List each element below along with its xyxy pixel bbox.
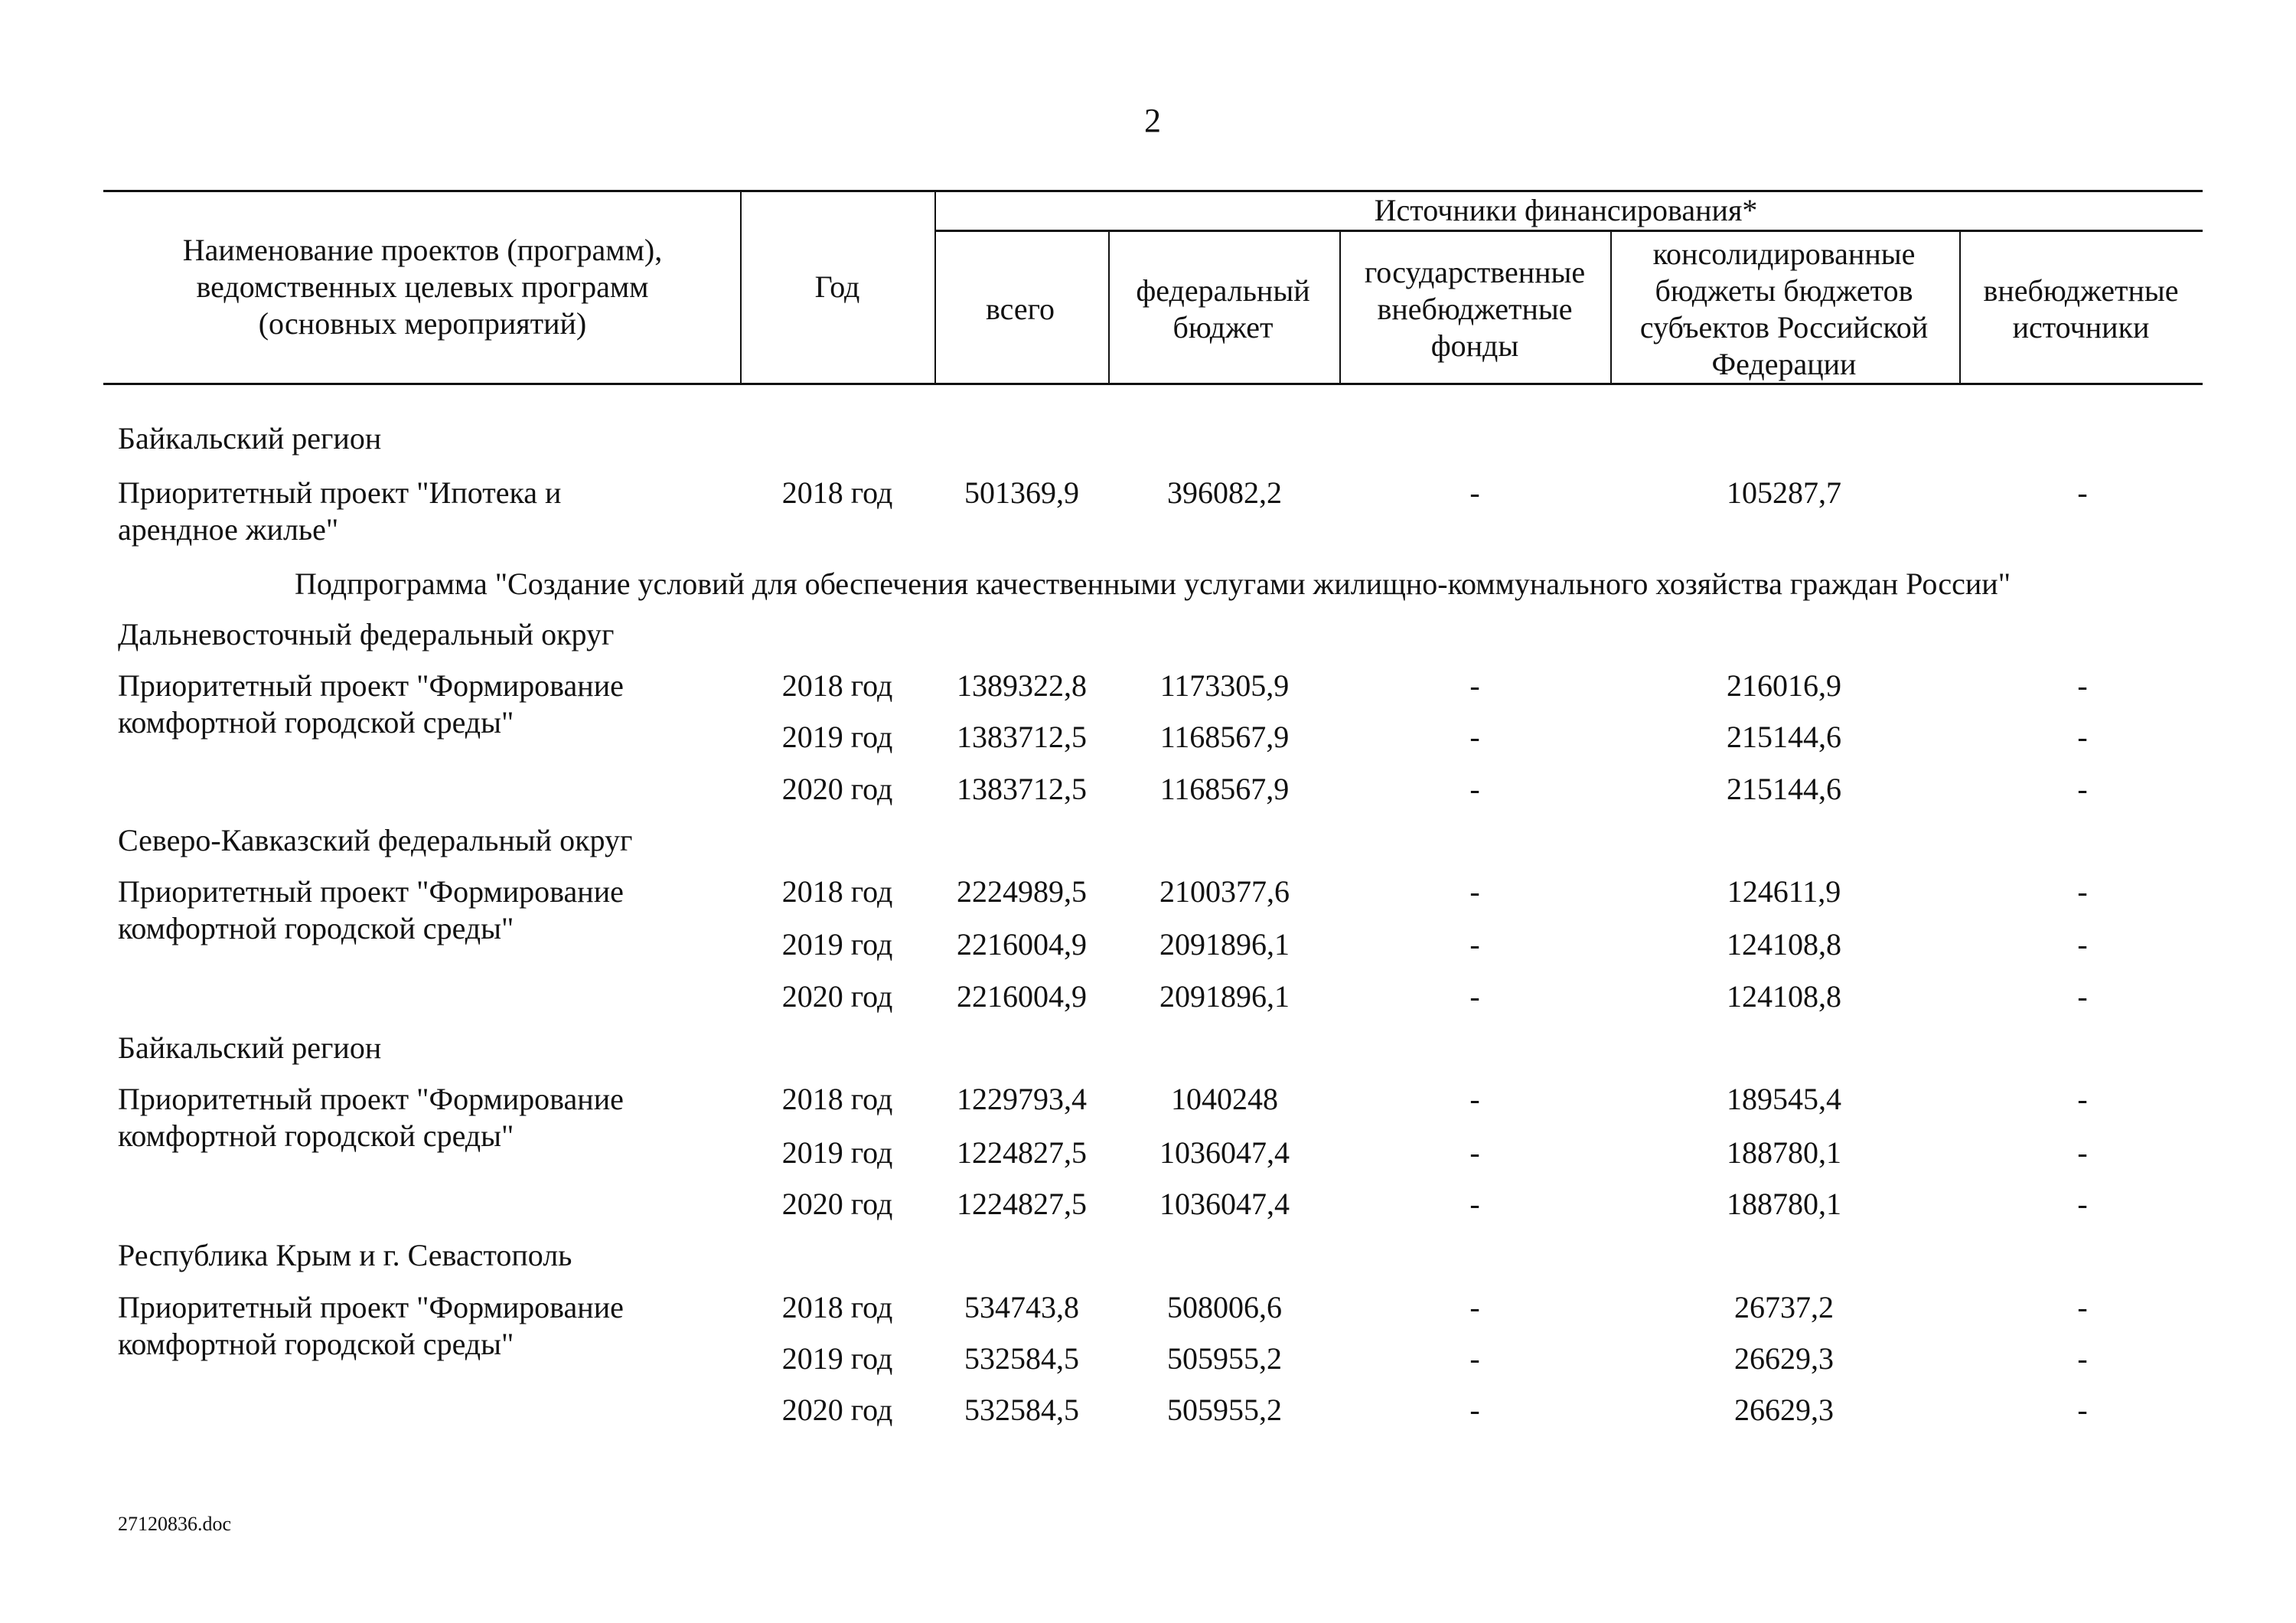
header-extrabudget-column (1984, 273, 2179, 346)
extrabudget-cell: - (2077, 772, 2088, 806)
state-funds-cell: - (1469, 668, 1480, 703)
file-name: 27120836.doc (118, 1513, 232, 1535)
state-funds-cell: - (1469, 475, 1480, 510)
year-cell: 2019 год (781, 1135, 893, 1170)
extrabudget-cell: - (2077, 668, 2088, 703)
column-divider (740, 191, 742, 384)
header-name-column (183, 232, 662, 342)
year-cell: 2018 год (781, 1082, 893, 1116)
header-line: внебюджетные (1377, 292, 1573, 326)
table-row (0, 1336, 2296, 1382)
region-name: Республика Крым и г. Севастополь (118, 1238, 572, 1272)
header-year-column: Год (814, 269, 860, 304)
consolidated-cell: 188780,1 (1727, 1187, 1841, 1221)
federal-cell: 1168567,9 (1159, 720, 1290, 754)
consolidated-cell: 124108,8 (1727, 927, 1841, 962)
federal-cell: 1040248 (1171, 1082, 1278, 1116)
consolidated-cell: 215144,6 (1727, 772, 1841, 806)
table-row (0, 470, 2296, 547)
federal-cell: 2091896,1 (1159, 979, 1290, 1014)
total-cell: 501369,9 (964, 475, 1079, 510)
state-funds-cell: - (1469, 1187, 1480, 1221)
project-name-line: Приоритетный проект "Ипотека и (118, 475, 562, 510)
year-cell: 2020 год (781, 772, 893, 806)
project-name-line: Приоритетный проект "Формирование (118, 668, 624, 703)
total-cell: 2216004,9 (957, 927, 1087, 962)
header-line: фонды (1430, 328, 1519, 363)
consolidated-cell: 124611,9 (1727, 874, 1841, 909)
subprogram-heading (0, 561, 2296, 607)
consolidated-cell: 124108,8 (1727, 979, 1841, 1014)
federal-cell: 508006,6 (1167, 1290, 1282, 1324)
extrabudget-cell: - (2077, 475, 2088, 510)
extrabudget-cell: - (2077, 874, 2088, 909)
region-heading (0, 416, 2296, 462)
state-funds-cell: - (1469, 1393, 1480, 1427)
total-cell: 534743,8 (964, 1290, 1079, 1324)
extrabudget-cell: - (2077, 1341, 2088, 1376)
column-divider (1339, 231, 1341, 384)
header-line: государственные (1364, 255, 1586, 289)
header-line: консолидированные (1652, 237, 1916, 271)
federal-cell: 1168567,9 (1159, 772, 1290, 806)
sources-divider (934, 230, 2203, 232)
region-heading (0, 612, 2296, 658)
header-state-funds-column (1365, 254, 1585, 364)
consolidated-cell: 26629,3 (1734, 1341, 1834, 1376)
region-heading (0, 1233, 2296, 1278)
table-row (0, 974, 2296, 1020)
table-row (0, 1130, 2296, 1176)
federal-cell: 1036047,4 (1159, 1187, 1290, 1221)
extrabudget-cell: - (2077, 1082, 2088, 1116)
project-name-line: Приоритетный проект "Формирование (118, 874, 624, 909)
header-line: бюджет (1172, 310, 1274, 345)
year-cell: 2018 год (781, 1290, 893, 1324)
consolidated-cell: 216016,9 (1727, 668, 1841, 703)
federal-cell: 1036047,4 (1159, 1135, 1290, 1170)
year-cell: 2018 год (781, 668, 893, 703)
consolidated-cell: 189545,4 (1727, 1082, 1841, 1116)
year-cell: 2019 год (781, 720, 893, 754)
year-cell: 2019 год (781, 1341, 893, 1376)
region-name: Байкальский регион (118, 1030, 382, 1065)
state-funds-cell: - (1469, 979, 1480, 1014)
column-divider (1959, 231, 1961, 384)
region-heading (0, 818, 2296, 864)
total-cell: 1224827,5 (957, 1187, 1087, 1221)
extrabudget-cell: - (2077, 1187, 2088, 1221)
page-number: 2 (1144, 102, 1161, 139)
project-name-line: комфортной городской среды" (118, 705, 514, 740)
year-cell: 2018 год (781, 874, 893, 909)
year-cell: 2020 год (781, 1393, 893, 1427)
column-divider (1610, 231, 1612, 384)
project-name-line: комфортной городской среды" (118, 911, 514, 945)
region-name: Северо-Кавказский федеральный округ (118, 823, 633, 857)
total-cell: 532584,5 (964, 1393, 1079, 1427)
project-name-line: Приоритетный проект "Формирование (118, 1082, 624, 1116)
project-name-line: арендное жилье" (118, 512, 339, 547)
extrabudget-cell: - (2077, 979, 2088, 1014)
federal-cell: 2100377,6 (1159, 874, 1290, 909)
total-cell: 1229793,4 (957, 1082, 1087, 1116)
region-heading (0, 1025, 2296, 1071)
state-funds-cell: - (1469, 1341, 1480, 1376)
header-line: субъектов Российской (1639, 310, 1929, 345)
header-consolidated-column (1640, 236, 1928, 383)
extrabudget-cell: - (2077, 1135, 2088, 1170)
year-cell: 2019 год (781, 927, 893, 962)
total-cell: 1224827,5 (957, 1135, 1087, 1170)
federal-cell: 2091896,1 (1159, 927, 1290, 962)
subprogram-name: Подпрограмма "Создание условий для обеспечения качественными услугами жилищно-коммунального хозяйства граждан России" (294, 567, 2011, 601)
column-divider (1108, 231, 1110, 384)
total-cell: 532584,5 (964, 1341, 1079, 1376)
project-name-line: Приоритетный проект "Формирование (118, 1290, 624, 1324)
year-cell: 2020 год (781, 1187, 893, 1221)
header-line: (основных мероприятий) (258, 306, 587, 341)
region-name: Байкальский регион (118, 421, 382, 456)
table-row (0, 922, 2296, 968)
header-line: Наименование проектов (программ), (182, 233, 663, 267)
year-cell: 2020 год (781, 979, 893, 1014)
project-name (118, 475, 561, 548)
consolidated-cell: 26737,2 (1734, 1290, 1834, 1324)
consolidated-cell: 26629,3 (1734, 1393, 1834, 1427)
federal-cell: 505955,2 (1167, 1393, 1282, 1427)
header-line: Федерации (1711, 347, 1857, 381)
header-line: федеральный (1136, 273, 1310, 308)
header-bottom-rule (103, 383, 2203, 385)
state-funds-cell: - (1469, 927, 1480, 962)
region-name: Дальневосточный федеральный округ (118, 617, 615, 651)
federal-cell: 505955,2 (1167, 1341, 1282, 1376)
header-line: внебюджетные (1983, 273, 2179, 308)
state-funds-cell: - (1469, 874, 1480, 909)
consolidated-cell: 105287,7 (1727, 475, 1841, 510)
table-row (0, 714, 2296, 760)
total-cell: 2224989,5 (957, 874, 1087, 909)
column-divider (934, 191, 936, 384)
project-name-line: комфортной городской среды" (118, 1118, 514, 1153)
header-line: источники (2012, 310, 2150, 345)
consolidated-cell: 215144,6 (1727, 720, 1841, 754)
total-cell: 1389322,8 (957, 668, 1087, 703)
project-name-line: комфортной городской среды" (118, 1327, 514, 1361)
year-cell: 2018 год (781, 475, 893, 510)
state-funds-cell: - (1469, 772, 1480, 806)
table-row (0, 1387, 2296, 1433)
extrabudget-cell: - (2077, 720, 2088, 754)
extrabudget-cell: - (2077, 927, 2088, 962)
header-line: ведомственных целевых программ (196, 269, 649, 304)
federal-cell: 1173305,9 (1159, 668, 1290, 703)
header-total-column: всего (985, 292, 1055, 326)
header-sources-title: Источники финансирования* (1374, 193, 1758, 227)
table-row (0, 766, 2296, 812)
total-cell: 1383712,5 (957, 720, 1087, 754)
state-funds-cell: - (1469, 1290, 1480, 1324)
state-funds-cell: - (1469, 720, 1480, 754)
state-funds-cell: - (1469, 1082, 1480, 1116)
extrabudget-cell: - (2077, 1290, 2088, 1324)
consolidated-cell: 188780,1 (1727, 1135, 1841, 1170)
header-federal-column (1136, 273, 1309, 346)
total-cell: 1383712,5 (957, 772, 1087, 806)
federal-cell: 396082,2 (1167, 475, 1282, 510)
table-row (0, 1181, 2296, 1227)
table-top-rule (103, 190, 2203, 192)
extrabudget-cell: - (2077, 1393, 2088, 1427)
total-cell: 2216004,9 (957, 979, 1087, 1014)
header-line: бюджеты бюджетов (1655, 273, 1913, 308)
state-funds-cell: - (1469, 1135, 1480, 1170)
